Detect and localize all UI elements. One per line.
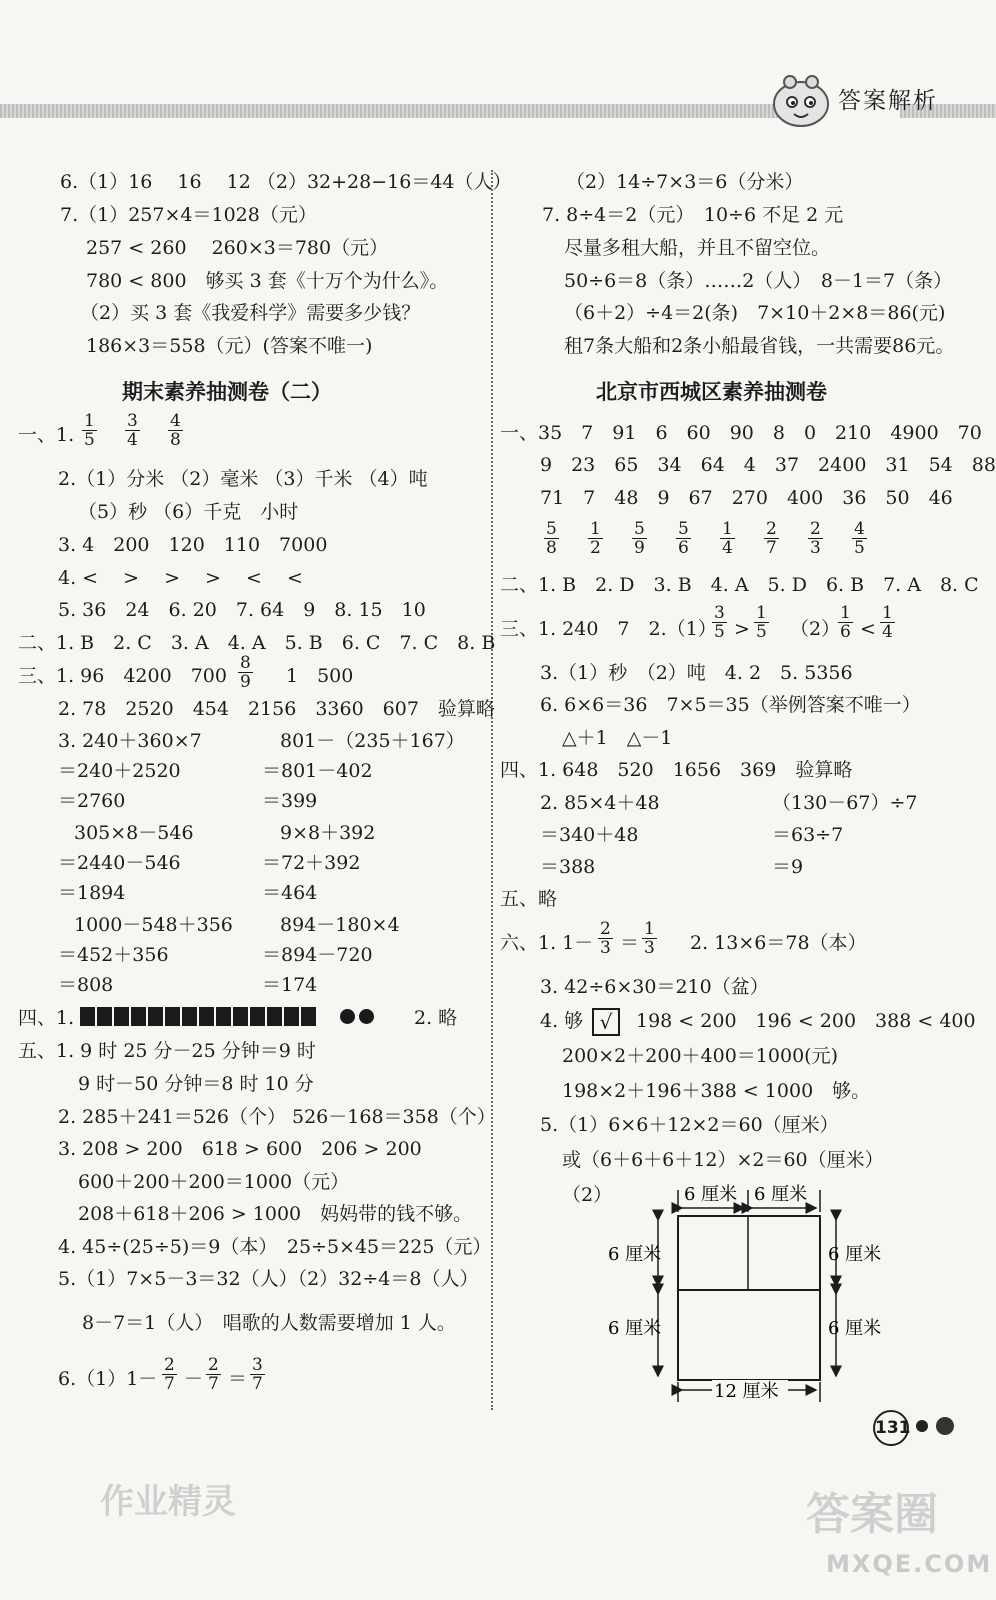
right-q1-frac-8: $\frac{4}{5}$: [854, 519, 865, 558]
left-q3-line-8: ＝1894: [58, 882, 126, 904]
left-line-2: 7.（1）257×4＝1028（元）: [60, 204, 317, 226]
outer-rectangle: [678, 1216, 820, 1380]
left-q3-line-9: 1000－548＋356: [74, 914, 233, 936]
right-q1-frac-3: $\frac{5}{9}$: [634, 519, 645, 558]
right-line-2: 7. 8÷4＝2（元） 10÷6 不足 2 元: [542, 204, 844, 226]
left-q3-right-3: ＝399: [262, 790, 318, 812]
left-q5-line-1: 五、1. 9 时 25 分－25 分钟＝9 时: [18, 1040, 316, 1062]
right-line-1: （2）14÷7×3＝6（分米）: [566, 171, 804, 193]
label-right-bottom: 6 厘米: [828, 1318, 882, 1339]
right-q3-frac-2: $\frac{1}{5}$: [756, 603, 767, 642]
left-q3-right-9: ＝174: [262, 974, 318, 996]
left-q3-line-10: ＝452＋356: [58, 944, 169, 966]
left-q3-line-11: ＝808: [58, 974, 114, 996]
right-q3-frac-3: $\frac{1}{6}$: [840, 603, 851, 642]
left-q1-line-3: （5）秒 （6）千克 小时: [78, 501, 299, 523]
left-q6-prefix: 6.（1）1－: [58, 1368, 158, 1390]
watermark-bottom-right: 答案圈: [806, 1489, 938, 1540]
left-q3-line-1-tail: 1 500: [286, 665, 354, 687]
label-top-right: 6 厘米: [754, 1184, 808, 1205]
right-q6-line-9: （2）: [562, 1184, 613, 1206]
right-q6-equals: ＝: [620, 932, 640, 954]
left-line-5: （2）买 3 套《我爱科学》需要多少钱？: [80, 302, 421, 324]
right-q4-line-4: ＝388: [540, 856, 596, 878]
right-q4-line-2: 2. 85×4＋48: [540, 792, 660, 814]
right-q6-line-3: 3. 42÷6×30＝210（盆）: [540, 976, 769, 998]
right-q3-frac-4: $\frac{1}{4}$: [882, 603, 893, 642]
right-q5-line: 五、略: [500, 888, 558, 910]
right-q6-line-5: 200×2＋200＋400＝1000(元): [562, 1045, 838, 1067]
page-dot-large: [936, 1417, 954, 1435]
column-divider: [491, 170, 493, 1410]
right-q4-right-2: ＝63÷7: [772, 824, 844, 846]
right-q3-gt: >: [734, 618, 750, 640]
right-q1-row-2: 9 23 65 34 64 4 37 2400 31 54 88: [540, 454, 996, 476]
left-q5-line-2: 9 时－50 分钟＝8 时 10 分: [78, 1073, 314, 1095]
label-bottom: 12 厘米: [714, 1381, 779, 1402]
right-line-3: 尽量多租大船，并且不留空位。: [564, 237, 831, 259]
right-q3-prefix: 三、1. 240 7 2.（1）: [500, 618, 717, 640]
right-q1-frac-5: $\frac{1}{4}$: [722, 519, 733, 558]
left-line-1: 6.（1）16 16 12 （2）32+28−16＝44（人）: [60, 171, 512, 193]
right-q6-prefix: 六、1. 1－: [500, 932, 594, 954]
left-q1-label: 一、1.: [18, 424, 75, 446]
right-q6-frac-2: $\frac{1}{3}$: [644, 919, 655, 958]
left-q1-line-2: 2.（1）分米 （2）毫米 （3）千米 （4）吨: [58, 468, 428, 490]
left-q3-right-7: 894－180×4: [280, 914, 400, 936]
left-q3-right-1: 801－（235＋167）: [280, 730, 465, 752]
left-q3-line-4: ＝240＋2520: [58, 760, 181, 782]
right-line-6: 租7条大船和2条小船最省钱，一共需要86元。: [564, 335, 955, 357]
left-q1-frac-1: $\frac{1}{5}$: [84, 411, 95, 450]
page-dot-small: [916, 1420, 928, 1432]
right-q4-right-1: （130－67）÷7: [772, 792, 918, 814]
right-q4-line-3: ＝340＋48: [540, 824, 639, 846]
left-line-4: 780 < 800 够买 3 套《十万个为什么》。: [86, 270, 449, 292]
left-q3-line-3: 3. 240＋360×7: [58, 730, 202, 752]
left-q3-right-2: ＝801－402: [262, 760, 373, 782]
right-line-4: 50÷6＝8（条）……2（人） 8－1＝7（条）: [564, 270, 953, 292]
right-q1-row-1: 一、35 7 91 6 60 90 8 0 210 4900 70: [500, 422, 982, 444]
rectangle-diagram: [600, 1176, 900, 1404]
right-q6-line-8: 或（6＋6＋6＋12）×2＝60（厘米）: [562, 1149, 884, 1171]
label-left-bottom: 6 厘米: [608, 1318, 662, 1339]
left-q5-line-3: 2. 285＋241＝526（个） 526－168＝358（个）: [58, 1106, 496, 1128]
left-q3-right-5: ＝72＋392: [262, 852, 361, 874]
left-section-title: 期末素养抽测卷（二）: [122, 380, 332, 404]
right-q3-line-2: 3.（1）秒 （2）吨 4. 2 5. 5356: [540, 662, 853, 684]
right-q1-frac-7: $\frac{2}{3}$: [810, 519, 821, 558]
left-q3-right-4: 9×8＋392: [280, 822, 376, 844]
right-q3-line-4: △＋1 △－1: [562, 727, 673, 749]
left-q5-line-5: 600＋200＋200＝1000（元）: [78, 1171, 350, 1193]
left-q4-tail: 2. 略: [414, 1007, 458, 1029]
right-q4-right-3: ＝9: [772, 856, 804, 878]
right-q1-frac-2: $\frac{1}{2}$: [590, 519, 601, 558]
left-q5-line-4: 3. 208 > 200 618 > 600 206 > 200: [58, 1138, 422, 1160]
label-left-top: 6 厘米: [608, 1244, 662, 1265]
left-q5-line-7: 4. 45÷(25÷5)＝9（本） 25÷5×45＝225（元）: [58, 1236, 492, 1258]
right-q6-line-4b: 198 < 200 196 < 200 388 < 400: [636, 1010, 976, 1032]
left-q3-right-6: ＝464: [262, 882, 318, 904]
left-q6-frac-1: $\frac{2}{7}$: [164, 1355, 175, 1394]
left-q1-frac-3: $\frac{4}{8}$: [170, 411, 181, 450]
left-q5-line-9: 8－7＝1（人） 唱歌的人数需要增加 1 人。: [82, 1312, 456, 1334]
watermark-url: MXQE.COM: [826, 1550, 993, 1578]
right-q6-line-4: 4. 够: [540, 1010, 584, 1032]
left-q5-line-8: 5.（1）7×5－3＝32（人）（2）32÷4＝8（人）: [58, 1268, 479, 1290]
left-q3-line-5: ＝2760: [58, 790, 126, 812]
right-section-title: 北京市西城区素养抽测卷: [596, 380, 827, 404]
left-q6-frac-3: $\frac{3}{7}$: [252, 1355, 263, 1394]
watermark-bottom-left: 作业精灵: [100, 1482, 236, 1522]
left-q3-line-2: 2. 78 2520 454 2156 3360 607 验算略: [58, 698, 495, 720]
right-q3-mid: （2）: [790, 618, 841, 640]
right-q4-line-1: 四、1. 648 520 1656 369 验算略: [500, 759, 853, 781]
left-line-3: 257 < 260 260×3＝780（元）: [86, 237, 389, 259]
right-q6-line-7: 5.（1）6×6＋12×2＝60（厘米）: [540, 1114, 839, 1136]
squares-dots-pattern: [80, 1006, 378, 1026]
left-q3-frac: $\frac{8}{9}$: [240, 653, 251, 692]
header-stripe: [0, 104, 780, 118]
right-q3-frac-1: $\frac{3}{5}$: [714, 603, 725, 642]
right-q6-tail: 2. 13×6＝78（本）: [690, 932, 867, 954]
left-q3-line-7: ＝2440－546: [58, 852, 181, 874]
right-q3-lt: <: [860, 618, 876, 640]
left-q3-line-1: 三、1. 96 4200 700: [18, 665, 227, 687]
left-q3-line-6: 305×8－546: [74, 822, 194, 844]
right-q3-line-3: 6. 6×6＝36 7×5＝35（举例答案不唯一）: [540, 694, 921, 716]
left-q1-line-6: 5. 36 24 6. 20 7. 64 9 8. 15 10: [58, 599, 426, 621]
left-q3-right-8: ＝894－720: [262, 944, 373, 966]
right-q1-frac-6: $\frac{2}{7}$: [766, 519, 777, 558]
right-line-5: （6＋2）÷4＝2(条) 7×10＋2×8＝86(元): [564, 302, 946, 324]
label-top-left: 6 厘米: [684, 1184, 738, 1205]
page-number: 131: [873, 1410, 909, 1446]
right-q6-frac-1: $\frac{2}{3}$: [600, 919, 611, 958]
left-q6-minus: －: [184, 1368, 204, 1390]
right-q1-frac-1: $\frac{5}{8}$: [546, 519, 557, 558]
right-q6-line-6: 198×2＋196＋388 < 1000 够。: [562, 1080, 871, 1102]
checkbox-checked: √: [592, 1008, 620, 1036]
right-q2-line: 二、1. B 2. D 3. B 4. A 5. D 6. B 7. A 8. C: [500, 574, 979, 596]
left-q5-line-6: 208＋618＋206 > 1000 妈妈带的钱不够。: [78, 1203, 473, 1225]
left-line-6: 186×3＝558（元）(答案不唯一): [86, 335, 373, 357]
left-q6-frac-2: $\frac{2}{7}$: [208, 1355, 219, 1394]
mascot-icon: [770, 72, 832, 130]
left-q2-line: 二、1. B 2. C 3. A 4. A 5. B 6. C 7. C 8. B: [18, 632, 496, 654]
right-q1-frac-4: $\frac{5}{6}$: [678, 519, 689, 558]
header-title: 答案解析: [838, 88, 938, 114]
left-q6-equals: ＝: [228, 1368, 248, 1390]
right-q1-row-3: 71 7 48 9 67 270 400 36 50 46: [540, 487, 953, 509]
label-right-top: 6 厘米: [828, 1244, 882, 1265]
left-q1-frac-2: $\frac{3}{4}$: [127, 411, 138, 450]
left-q4-label: 四、1.: [18, 1007, 75, 1029]
left-q1-line-4: 3. 4 200 120 110 7000: [58, 534, 328, 556]
left-q1-line-5: 4. < > > > < <: [58, 567, 303, 589]
